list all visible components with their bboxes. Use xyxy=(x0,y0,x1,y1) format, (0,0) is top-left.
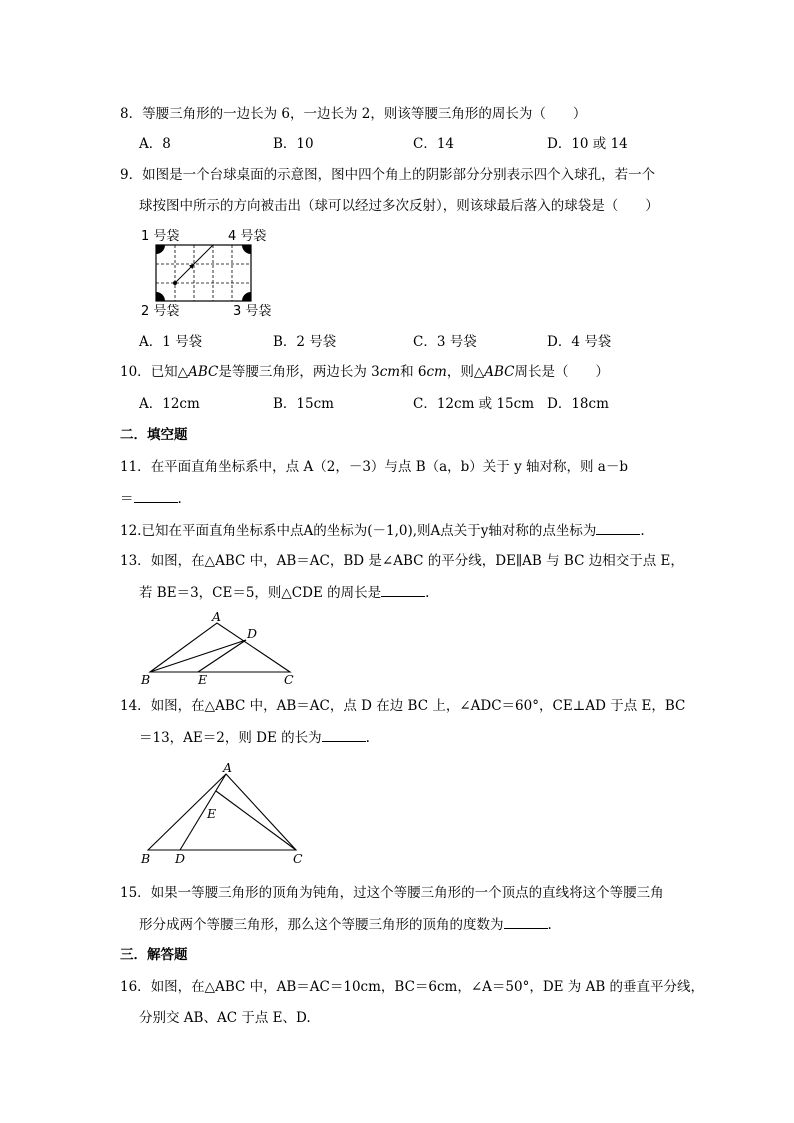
q13-period: . xyxy=(425,585,430,601)
q11-answer-blank[interactable] xyxy=(134,488,178,503)
label-c: C xyxy=(293,851,303,866)
q9-text-1: 如图是一个台球桌面的示意图，图中四个角上的阴影部分分别表示四个入球孔，若一个 xyxy=(142,167,656,183)
q14-triangle-figure xyxy=(140,760,310,865)
label-d: D xyxy=(175,851,186,866)
pocket-4-shade xyxy=(242,245,251,254)
segment-ce xyxy=(216,791,296,850)
q10-option-c: C．12cm 或 15cm xyxy=(413,396,534,412)
pocket-2-label: 2 号袋 xyxy=(141,304,180,319)
pocket-1-label: 1 号袋 xyxy=(141,229,180,244)
q14-stem-line2 xyxy=(139,727,370,748)
q11-period: . xyxy=(177,491,182,507)
label-c: C xyxy=(284,672,294,687)
q15-stem-line1 xyxy=(120,883,664,903)
q8-option-d: D．10 或 14 xyxy=(547,136,628,152)
pocket-1-shade xyxy=(156,245,165,254)
q10-text-a: 已知△ xyxy=(150,364,189,380)
pocket-3-shade xyxy=(242,292,251,301)
q10-text-c: 和 6 xyxy=(400,364,427,380)
pocket-2-shade xyxy=(156,292,165,301)
q9-stem-line1 xyxy=(120,165,655,185)
section-solve-heading: 三．解答题 xyxy=(120,947,188,963)
q10-option-b: B．15cm xyxy=(273,396,334,412)
q16-stem-line1 xyxy=(120,977,704,997)
q14-number: 14． xyxy=(120,698,151,714)
q13-stem-line2 xyxy=(139,582,429,603)
segment-de xyxy=(198,640,246,672)
q9-number: 9． xyxy=(120,167,143,183)
pocket-4-label: 4 号袋 xyxy=(228,229,267,244)
q15-stem-line2 xyxy=(139,914,552,935)
pocket-3-label: 3 号袋 xyxy=(233,304,272,319)
q12-stem xyxy=(120,520,645,541)
q9-option-d: D．4 号袋 xyxy=(547,334,612,350)
q10-option-a: A．12cm xyxy=(139,396,200,412)
label-a: A xyxy=(212,609,222,624)
q10-stem xyxy=(120,362,609,382)
q10-number: 10． xyxy=(120,364,151,380)
label-b: B xyxy=(141,851,151,866)
q10-text-e: 周长是（ ） xyxy=(514,364,609,380)
q9-option-b: B．2 号袋 xyxy=(273,334,337,350)
q14-period: . xyxy=(365,730,370,746)
q14-stem-line1 xyxy=(120,696,685,716)
q15-text-1: 如果一等腰三角形的顶角为钝角，过这个等腰三角形的一个顶点的直线将这个等腰三角 xyxy=(150,885,664,901)
label-d: D xyxy=(247,626,258,641)
table-grid xyxy=(156,245,251,301)
q11-text-2: ＝ xyxy=(120,491,134,507)
q11-number: 11． xyxy=(120,459,151,475)
q13-triangle-figure xyxy=(140,610,300,685)
q15-text-2: 形分成两个等腰三角形，那么这个等腰三角形的顶角的度数为 xyxy=(139,917,504,933)
ball xyxy=(173,281,177,285)
q12-period: . xyxy=(640,523,645,539)
q16-stem-line2: 分别交 AB、AC 于点 E、D. xyxy=(139,1010,311,1026)
q8-option-b: B．10 xyxy=(273,136,314,152)
q10-text-b: 是等腰三角形，两边长为 3 xyxy=(218,364,380,380)
q10-abc-2: ABC xyxy=(484,364,515,380)
q14-text-2: ＝13，AE＝2，则 DE 的长为 xyxy=(139,730,322,746)
q10-cm-2: cm xyxy=(426,364,447,380)
label-e: E xyxy=(207,806,217,821)
q12-number: 12. xyxy=(120,523,142,539)
label-e: E xyxy=(198,672,208,687)
label-b: B xyxy=(141,672,151,687)
q14-text-1: 如图，在△ABC 中，AB＝AC，点 D 在边 BC 上，∠ADC＝60°，CE⊥AD 于点 E，BC xyxy=(150,698,686,714)
q15-number: 15． xyxy=(120,885,151,901)
q13-number: 13． xyxy=(120,553,151,569)
q8-stem xyxy=(120,104,586,124)
q14-answer-blank[interactable] xyxy=(322,727,366,742)
q10-abc-1: ABC xyxy=(188,364,219,380)
q9-stem-line2: 球按图中所示的方向被击出（球可以经过多次反射），则该球最后落入的球袋是（ ） xyxy=(139,198,659,214)
q13-stem-line1 xyxy=(120,551,684,571)
billiard-table-figure xyxy=(140,226,290,319)
table-outline xyxy=(156,245,251,301)
q10-text-d: ，则△ xyxy=(446,364,485,380)
label-a: A xyxy=(223,760,233,775)
q10-option-d: D．18cm xyxy=(547,396,609,412)
q15-period: . xyxy=(547,917,552,933)
q12-text: 已知在平面直角坐标系中点A的坐标为(－1,0),则A点关于y轴对称的点坐标为 xyxy=(141,523,597,539)
q9-option-c: C．3 号袋 xyxy=(413,334,477,350)
q11-text-1: 在平面直角坐标系中，点 A（2，－3）与点 B（a，b）关于 y 轴对称，则 a－b xyxy=(150,459,628,475)
section-fill-in-blank-heading: 二．填空题 xyxy=(120,427,188,443)
q8-text: 等腰三角形的一边长为 6，一边长为 2，则该等腰三角形的周长为（ ） xyxy=(142,106,587,122)
q16-number: 16． xyxy=(120,979,151,995)
q11-stem-line2 xyxy=(120,488,182,509)
q8-number: 8． xyxy=(120,106,143,122)
q12-answer-blank[interactable] xyxy=(596,520,640,535)
q9-option-a: A．1 号袋 xyxy=(139,334,203,350)
q16-text-1: 如图，在△ABC 中，AB＝AC＝10cm，BC＝6cm，∠A＝50°，DE 为 AB 的垂直平分线， xyxy=(150,979,705,995)
q8-option-a: A．8 xyxy=(139,136,171,152)
segment-bd xyxy=(150,640,246,672)
q8-option-c: C．14 xyxy=(413,136,455,152)
q13-text-1: 如图，在△ABC 中，AB＝AC，BD 是∠ABC 的平分线，DE∥AB 与 BC 边相交于点 E， xyxy=(150,553,684,569)
q10-cm-1: cm xyxy=(379,364,401,380)
q11-stem-line1 xyxy=(120,457,628,477)
q13-text-2: 若 BE＝3，CE＝5，则△CDE 的周长是 xyxy=(139,585,382,601)
q15-answer-blank[interactable] xyxy=(504,914,548,929)
triangle-abc xyxy=(148,774,296,850)
q13-answer-blank[interactable] xyxy=(381,582,425,597)
